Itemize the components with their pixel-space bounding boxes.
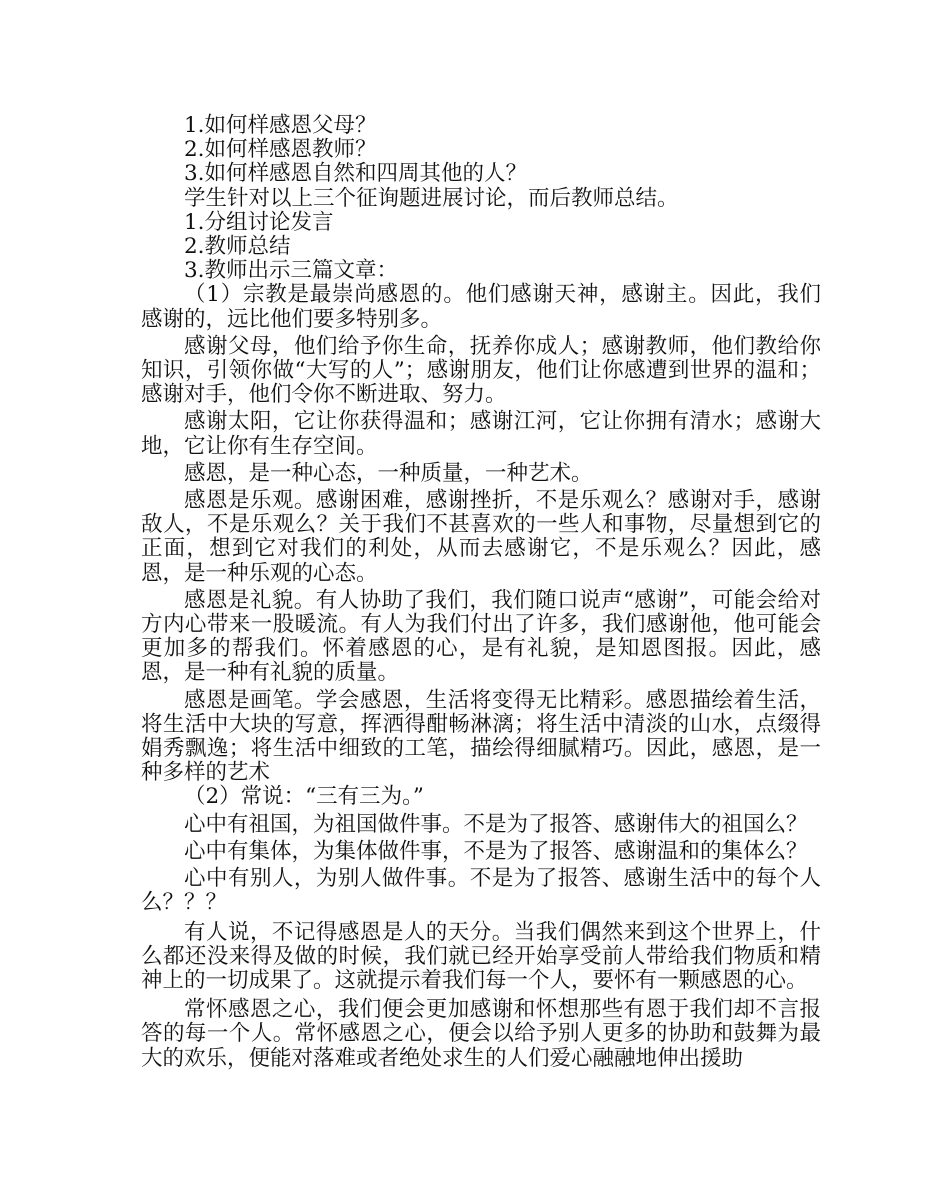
article-1-courtesy: 感恩是礼貌。有人协助了我们，我们随口说声“感谢”，可能会给对方内心带来一股暖流。有人为我们付出了许多，我们感谢他，他可能会更加多的帮我们。怀着感恩的心，是有礼貌，是知恩图报。因此，感恩，是一种有礼貌的质量。 xyxy=(141,587,821,686)
article-3-intro: 有人说，不记得感恩是人的天分。当我们偶然来到这个世界上，什么都还没来得及做的时候，我们就已经开始享受前人带给我们物质和精神上的一切成果了。这就提示着我们每一个人，要怀有一颗感恩的心。 xyxy=(141,919,821,993)
article-1-intro: （1）宗教是最崇尚感恩的。他们感谢天神，感谢主。因此，我们感谢的，远比他们要多特别多。 xyxy=(141,282,821,332)
question-1: 1.如何样感恩父母？ xyxy=(184,113,377,138)
article-1-thanks-nature: 感谢太阳，它让你获得温和；感谢江河，它让你拥有清水；感谢大地，它让你有生存空间。 xyxy=(141,409,821,459)
step-3: 3.教师出示三篇文章： xyxy=(184,258,399,284)
article-2-title: （2）常说：“三有三为。” xyxy=(184,784,424,810)
document-page xyxy=(141,114,821,1071)
article-3-gratitude: 常怀感恩之心，我们便会更加感谢和怀想那些有恩于我们却不言报答的每一个人。常怀感恩之心，便会以给予别人更多的协助和鼓舞为最大的欢乐，便能对落难或者绝处求生的人们爱心融融地伸出援助 xyxy=(141,997,821,1071)
article-1-definition: 感恩，是一种心态，一种质量，一种艺术。 xyxy=(184,460,593,486)
discussion-intro: 学生针对以上三个征询题进展讨论，而后教师总结。 xyxy=(184,185,679,211)
article-1-art: 感恩是画笔。学会感恩，生活将变得无比精彩。感恩描绘着生活，将生活中大块的写意，挥洒得酣畅淋漓；将生活中清淡的山水，点缀得娟秀飘逸；将生活中细致的工笔，描绘得细腻精巧。因此，感恩，是一种多样的艺术 xyxy=(141,687,821,786)
article-1-thanks-people: 感谢父母，他们给予你生命，抚养你成人；感谢教师，他们教给你知识，引领你做“大写的人”；感谢朋友，他们让你感遭到世界的温和；感谢对手，他们令你不断进取、努力。 xyxy=(141,333,821,408)
article-1-optimism: 感恩是乐观。感谢困难，感谢挫折，不是乐观么？感谢对手，感谢敌人，不是乐观么？关于我们不甚喜欢的一些人和事物，尽量想到它的正面，想到它对我们的利处，从而去感谢它，不是乐观么？因此，感恩，是一种乐观的心态。 xyxy=(141,488,821,586)
article-2-collective: 心中有集体，为集体做件事，不是为了报答、感谢温和的集体么？ xyxy=(184,838,808,864)
step-2: 2.教师总结 xyxy=(184,234,291,260)
article-2-others: 心中有别人，为别人做件事。不是为了报答、感谢生活中的每个人么？？？ xyxy=(141,866,821,916)
question-3: 3.如何样感恩自然和四周其他的人？ xyxy=(184,161,528,187)
article-2-country: 心中有祖国，为祖国做件事。不是为了报答、感谢伟大的祖国么？ xyxy=(184,811,808,837)
question-2: 2.如何样感恩教师？ xyxy=(184,137,377,163)
step-1: 1.分组讨论发言 xyxy=(184,209,334,235)
